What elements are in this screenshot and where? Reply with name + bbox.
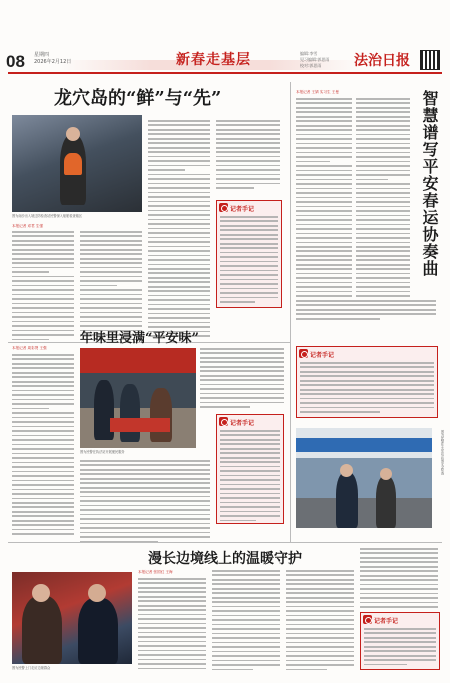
column-title: 新春走基层 (176, 52, 251, 68)
note-icon (219, 417, 228, 426)
page-number: 08 (6, 52, 25, 71)
text-right-col1 (296, 98, 352, 300)
byline-middle: 本报记者 周彩贤 王强 (12, 346, 47, 350)
note-icon (363, 615, 372, 624)
text-bottom-col1 (138, 578, 206, 672)
column-divider (290, 82, 291, 542)
note-title-bottom: 记者手记 (374, 618, 399, 625)
byline-top: 本报记者 邓君 生强 (12, 224, 44, 228)
caption-middle: 图为民警在执法站开展便民服务 (80, 450, 125, 454)
qr-code-icon (420, 50, 440, 70)
text-middle-col3 (80, 460, 210, 545)
text-bottom-col2 (212, 570, 280, 673)
note-text-right (300, 362, 434, 416)
text-right-wide (296, 300, 436, 322)
caption-top: 图为南沙出入境边防检查站民警深入船舶检查辖区 (12, 214, 83, 218)
note-title-right: 记者手记 (310, 352, 335, 359)
issue-date: 星期四 2026年2月12日 (34, 52, 72, 65)
photo-police-service (80, 348, 196, 448)
text-top-col3 (148, 120, 210, 340)
photo-station-check (296, 428, 432, 528)
divider-2 (8, 542, 442, 543)
note-title-middle: 记者手记 (230, 420, 255, 427)
headline-bottom: 漫长边境线上的温暖守护 (148, 551, 302, 567)
headline-middle: 年味里浸满“平安味” (80, 331, 199, 346)
text-bottom-col3 (286, 570, 354, 673)
note-text-middle (220, 430, 280, 524)
note-icon (299, 349, 308, 358)
caption-bottom: 图为民警上门走访边境群众 (12, 666, 51, 670)
note-icon (219, 203, 228, 212)
text-top-col1 (12, 231, 74, 343)
photo-port-inspection (12, 115, 142, 212)
headline-right: 智慧谱写平安春运协奏曲 (420, 90, 439, 277)
photo-border-visit (12, 572, 132, 664)
text-right-col2 (356, 98, 410, 300)
paper-logo: 法治日报 (354, 53, 410, 69)
text-bottom-col4 (360, 548, 438, 611)
caption-right: 图为民警在火车站开展安全检查 (440, 430, 444, 475)
headline-top: 龙穴岛的“鲜”与“先” (54, 88, 222, 109)
masthead-rule (8, 72, 442, 74)
note-text-bottom (364, 628, 436, 668)
text-middle-col2 (200, 348, 284, 411)
byline-bottom: 本报记者 张国红 王海 (138, 570, 173, 574)
editors-credit: 编辑:李雪 见习编辑:郭思雨 校对:郭思雨 (300, 51, 330, 68)
byline-right: 本报记者 王婧 实习生 王曼 (296, 90, 339, 94)
text-middle-col1 (12, 354, 74, 538)
note-title-top: 记者手记 (230, 206, 255, 213)
note-text-top (220, 216, 278, 306)
text-top-col4 (216, 120, 280, 192)
